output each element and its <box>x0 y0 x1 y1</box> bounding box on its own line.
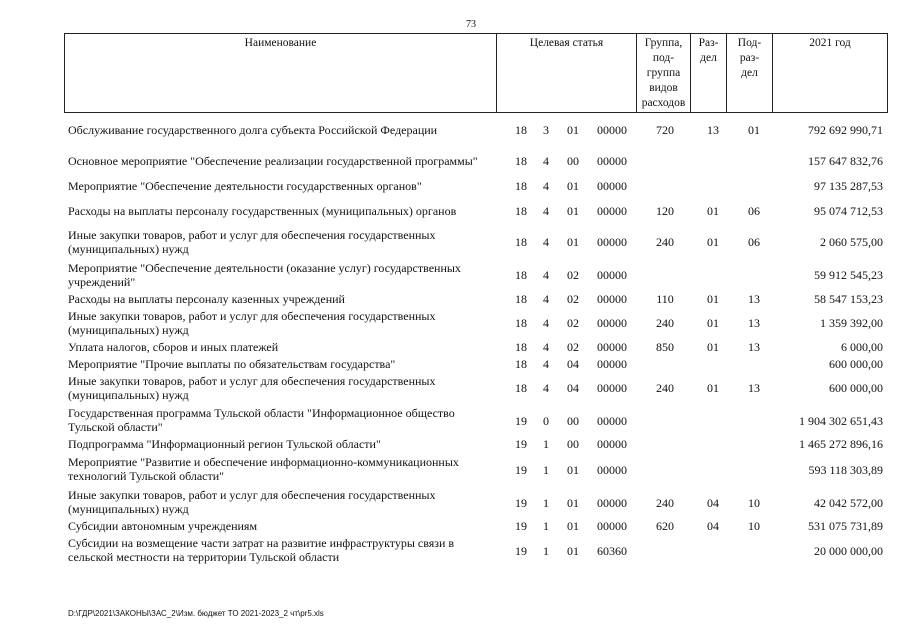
row-code-1: 18 <box>515 357 527 371</box>
row-section: 01 <box>707 204 719 218</box>
row-code-2: 4 <box>543 204 549 218</box>
row-amount: 20 000 000,00 <box>814 544 883 558</box>
row-section: 04 <box>707 519 719 533</box>
row-subsection: 13 <box>748 292 760 306</box>
row-subsection: 06 <box>748 235 760 249</box>
row-section: 01 <box>707 316 719 330</box>
row-group: 240 <box>656 316 674 330</box>
row-group: 240 <box>656 381 674 395</box>
row-group: 850 <box>656 340 674 354</box>
row-code-4: 00000 <box>597 316 627 330</box>
row-code-1: 18 <box>515 292 527 306</box>
row-amount: 792 692 990,71 <box>808 123 883 137</box>
row-code-3: 02 <box>567 316 579 330</box>
row-name: Иные закупки товаров, работ и услуг для обеспечения государственных (муниципальных) нужд <box>68 228 436 256</box>
header-section: Раз- дел <box>691 34 727 112</box>
header-target-article: Целевая статья <box>497 34 637 112</box>
row-code-4: 00000 <box>597 235 627 249</box>
row-code-4: 00000 <box>597 381 627 395</box>
row-name: Мероприятие "Обеспечение деятельности (оказание услуг) государственных учреждений" <box>68 261 461 289</box>
row-code-4: 00000 <box>597 357 627 371</box>
row-name: Расходы на выплаты персоналу казенных учреждений <box>68 292 345 306</box>
row-amount: 6 000,00 <box>841 340 883 354</box>
row-name: Иные закупки товаров, работ и услуг для обеспечения государственных (муниципальных) нужд <box>68 374 436 402</box>
row-code-2: 4 <box>543 357 549 371</box>
row-name: Обслуживание государственного долга субъекта Российской Федерации <box>68 123 438 137</box>
row-code-3: 01 <box>567 235 579 249</box>
row-section: 01 <box>707 381 719 395</box>
row-name: Субсидии автономным учреждениям <box>68 519 258 533</box>
row-name: Мероприятие "Развитие и обеспечение информационно-коммуникационных технологий Тульской области" <box>68 455 459 483</box>
header-expense-group: Группа, под- группа видов расходов <box>637 34 691 112</box>
row-name: Иные закупки товаров, работ и услуг для обеспечения государственных (муниципальных) нужд <box>68 309 436 337</box>
row-name: Мероприятие "Обеспечение деятельности государственных органов" <box>68 179 422 193</box>
row-name: Основное мероприятие "Обеспечение реализации государственной программы" <box>68 154 478 168</box>
row-section: 01 <box>707 235 719 249</box>
row-code-1: 18 <box>515 316 527 330</box>
row-code-2: 1 <box>543 463 549 477</box>
row-code-2: 4 <box>543 268 549 282</box>
row-code-1: 18 <box>515 381 527 395</box>
row-code-1: 19 <box>515 496 527 510</box>
row-subsection: 13 <box>748 340 760 354</box>
header-year: 2021 год <box>809 37 851 49</box>
row-code-1: 19 <box>515 414 527 428</box>
row-amount: 97 135 287,53 <box>814 179 883 193</box>
row-code-2: 4 <box>543 340 549 354</box>
file-path-footer: D:\ГДР\2021\ЗАКОНЫ\ЗАС_2\Изм. бюджет ТО 2021-2023_2 чт\pr5.xls <box>68 609 324 618</box>
row-code-2: 4 <box>543 292 549 306</box>
row-group: 240 <box>656 496 674 510</box>
row-subsection: 10 <box>748 519 760 533</box>
row-code-4: 00000 <box>597 123 627 137</box>
row-code-3: 01 <box>567 179 579 193</box>
row-code-4: 00000 <box>597 496 627 510</box>
row-group: 120 <box>656 204 674 218</box>
row-code-1: 18 <box>515 179 527 193</box>
header-subsection: Под- раз- дел <box>727 34 773 112</box>
row-subsection: 01 <box>748 123 760 137</box>
row-name: Подпрограмма "Информационный регион Тульской области" <box>68 437 381 451</box>
row-amount: 600 000,00 <box>829 357 883 371</box>
row-code-2: 1 <box>543 437 549 451</box>
row-name: Расходы на выплаты персоналу государственных (муниципальных) органов <box>68 204 457 218</box>
row-code-4: 00000 <box>597 437 627 451</box>
row-code-2: 4 <box>543 381 549 395</box>
row-code-4: 00000 <box>597 268 627 282</box>
row-amount: 600 000,00 <box>829 381 883 395</box>
row-code-3: 02 <box>567 292 579 306</box>
row-name: Мероприятие "Прочие выплаты по обязательствам государства" <box>68 357 396 371</box>
row-code-2: 4 <box>543 179 549 193</box>
row-subsection: 06 <box>748 204 760 218</box>
row-group: 720 <box>656 123 674 137</box>
row-code-1: 19 <box>515 437 527 451</box>
row-code-1: 18 <box>515 235 527 249</box>
row-code-4: 00000 <box>597 414 627 428</box>
row-code-1: 18 <box>515 154 527 168</box>
row-code-3: 02 <box>567 268 579 282</box>
row-amount: 59 912 545,23 <box>814 268 883 282</box>
row-code-4: 00000 <box>597 519 627 533</box>
row-amount: 593 118 303,89 <box>808 463 883 477</box>
row-amount: 157 647 832,76 <box>808 154 883 168</box>
row-code-2: 0 <box>543 414 549 428</box>
row-group: 240 <box>656 235 674 249</box>
row-code-3: 01 <box>567 496 579 510</box>
row-subsection: 13 <box>748 381 760 395</box>
row-code-2: 1 <box>543 544 549 558</box>
row-code-2: 4 <box>543 316 549 330</box>
row-code-3: 00 <box>567 437 579 451</box>
row-amount: 58 547 153,23 <box>814 292 883 306</box>
row-code-3: 04 <box>567 357 579 371</box>
row-amount: 2 060 575,00 <box>820 235 883 249</box>
row-code-2: 4 <box>543 154 549 168</box>
row-section: 13 <box>707 123 719 137</box>
row-code-4: 00000 <box>597 179 627 193</box>
row-amount: 1 904 302 651,43 <box>799 414 883 428</box>
page-number: 73 <box>466 19 476 30</box>
row-group: 620 <box>656 519 674 533</box>
row-code-2: 3 <box>543 123 549 137</box>
row-code-3: 01 <box>567 463 579 477</box>
row-amount: 95 074 712,53 <box>814 204 883 218</box>
row-name: Субсидии на возмещение части затрат на развитие инфраструктуры связи в сельской местности на территории Тульской области <box>68 536 455 564</box>
row-amount: 1 359 392,00 <box>820 316 883 330</box>
row-code-4: 00000 <box>597 340 627 354</box>
row-amount: 1 465 272 896,16 <box>799 437 883 451</box>
row-code-1: 18 <box>515 123 527 137</box>
row-code-4: 00000 <box>597 154 627 168</box>
row-code-2: 4 <box>543 235 549 249</box>
row-code-1: 18 <box>515 204 527 218</box>
row-name: Государственная программа Тульской области "Информационное общество Тульской области" <box>68 406 455 434</box>
row-code-4: 00000 <box>597 204 627 218</box>
row-code-1: 18 <box>515 340 527 354</box>
row-code-3: 00 <box>567 154 579 168</box>
row-code-2: 1 <box>543 496 549 510</box>
row-name: Иные закупки товаров, работ и услуг для обеспечения государственных (муниципальных) нужд <box>68 488 436 516</box>
row-subsection: 10 <box>748 496 760 510</box>
row-code-3: 01 <box>567 204 579 218</box>
row-code-3: 01 <box>567 519 579 533</box>
row-code-1: 19 <box>515 463 527 477</box>
row-code-4: 60360 <box>597 544 627 558</box>
row-code-1: 19 <box>515 544 527 558</box>
row-code-3: 04 <box>567 381 579 395</box>
row-amount: 42 042 572,00 <box>814 496 883 510</box>
row-code-3: 02 <box>567 340 579 354</box>
row-group: 110 <box>656 292 674 306</box>
row-code-2: 1 <box>543 519 549 533</box>
row-amount: 531 075 731,89 <box>808 519 883 533</box>
row-section: 01 <box>707 340 719 354</box>
row-section: 01 <box>707 292 719 306</box>
row-section: 04 <box>707 496 719 510</box>
row-code-3: 01 <box>567 544 579 558</box>
row-subsection: 13 <box>748 316 760 330</box>
header-name: Наименование <box>65 34 497 112</box>
row-code-3: 00 <box>567 414 579 428</box>
row-code-4: 00000 <box>597 463 627 477</box>
row-code-3: 01 <box>567 123 579 137</box>
row-name: Уплата налогов, сборов и иных платежей <box>68 340 279 354</box>
row-code-1: 18 <box>515 268 527 282</box>
row-code-4: 00000 <box>597 292 627 306</box>
row-code-1: 19 <box>515 519 527 533</box>
